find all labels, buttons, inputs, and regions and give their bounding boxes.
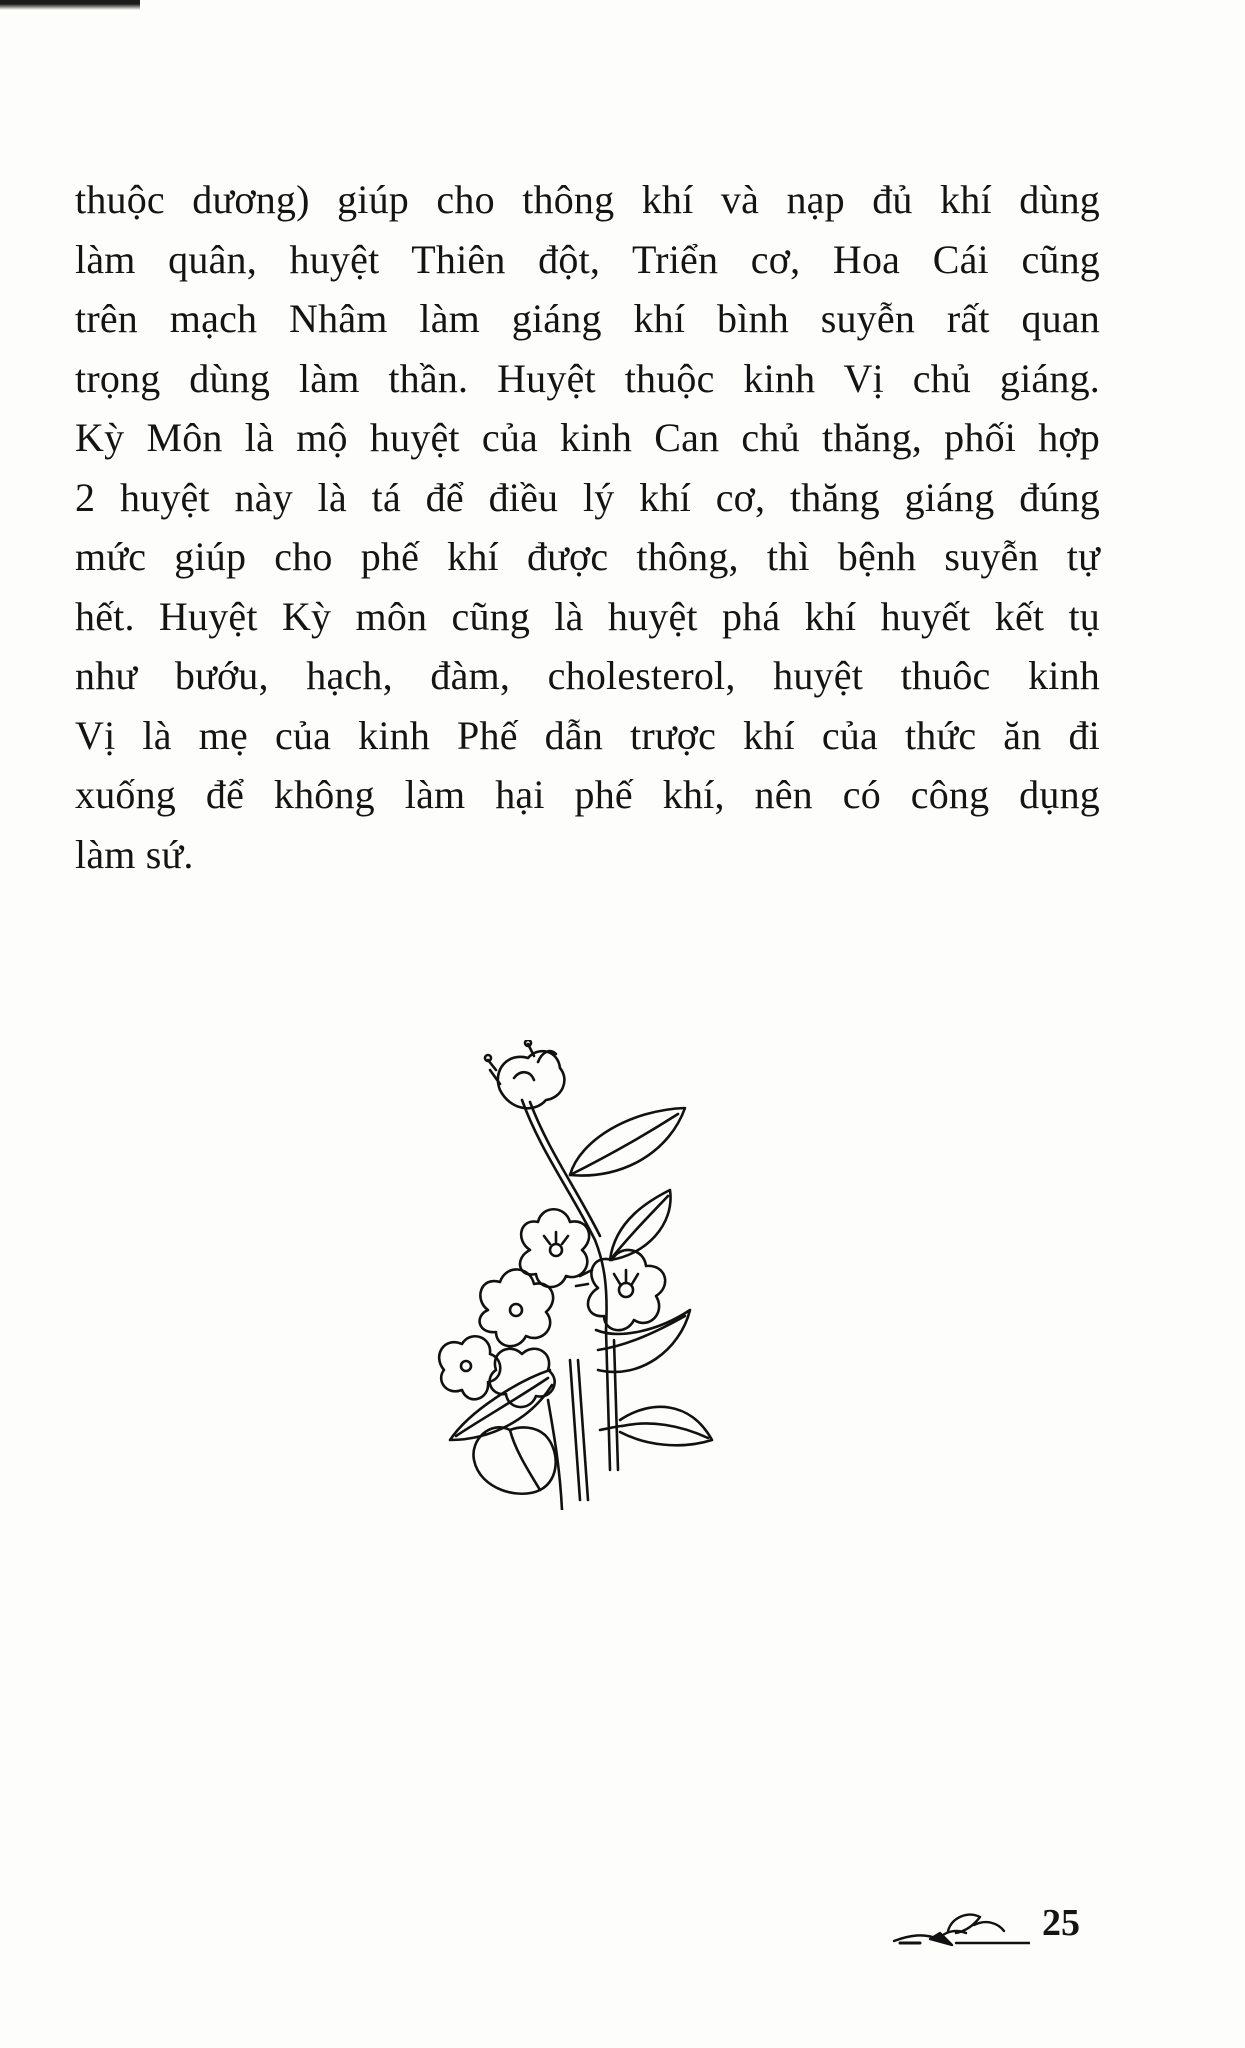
body-text (75, 170, 1100, 884)
text-line: làm quân, huyệt Thiên đột, Triển cơ, Hoa Cái cũng (75, 236, 1100, 282)
page-edge-shadow (0, 0, 140, 10)
page-number: 25 (1042, 1902, 1080, 1944)
text-line: làm sứ. (75, 831, 194, 877)
bird-ornament-icon (890, 1895, 1030, 1955)
text-line: Vị là mẹ của kinh Phế dẫn trược khí của thức ăn đi (75, 712, 1100, 758)
text-line: hết. Huyệt Kỳ môn cũng là huyệt phá khí huyết kết tụ (75, 593, 1100, 639)
text-line: trọng dùng làm thần. Huyệt thuộc kinh Vị chủ giáng. (75, 355, 1100, 401)
text-line: như bướu, hạch, đàm, cholesterol, huyệt thuôc kinh (75, 653, 1100, 698)
text-line: 2 huyệt này là tá để điều lý khí cơ, thăng giáng đúng (75, 474, 1100, 520)
text-line: Kỳ Môn là mộ huyệt của kinh Can chủ thăng, phối hợp (75, 415, 1100, 460)
flower-drawing-icon (430, 1040, 730, 1510)
page-footer (890, 1895, 1090, 1955)
text-line: thuộc dương) giúp cho thông khí và nạp đủ khí dùng (75, 177, 1100, 222)
text-line: xuống để không làm hại phế khí, nên có công dụng (75, 772, 1100, 817)
text-line: trên mạch Nhâm làm giáng khí bình suyễn rất quan (75, 296, 1100, 341)
text-line: mức giúp cho phế khí được thông, thì bệnh suyễn tự (75, 534, 1100, 579)
